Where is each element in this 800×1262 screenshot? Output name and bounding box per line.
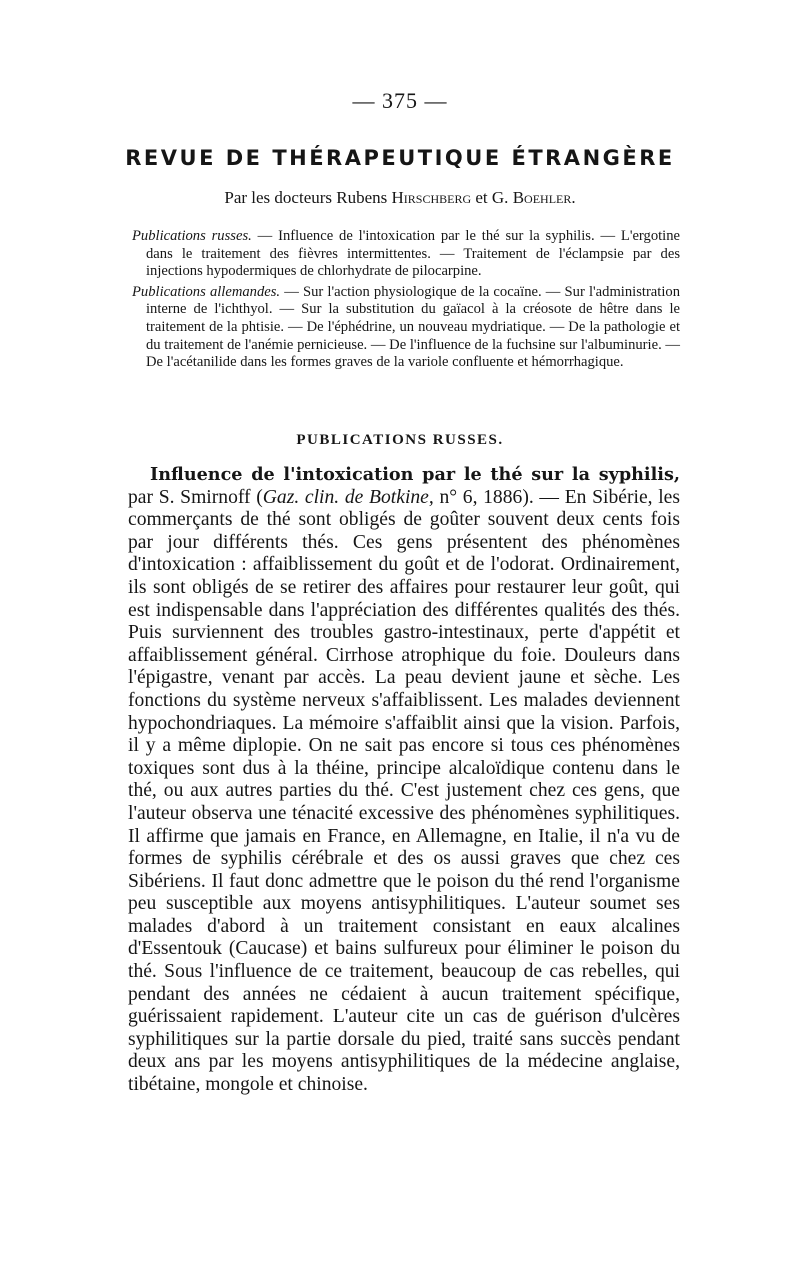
summary-russian-label: Publications russes. xyxy=(132,228,252,244)
page-number: — 375 — xyxy=(352,88,448,113)
section-title: PUBLICATIONS RUSSES. xyxy=(296,432,504,448)
article-text: En Sibérie, les commerçants de thé sont obligés de goûter souvent deux cents fois par jour différents thés. Ces gens présentent des phénomènes d'intoxication : affaiblissement du goût et de l'odorat. Ordinairement, ils sont obligés de se retirer des affaires pour restaurer leur goût, qui est indispensable dans l'appréciation des différentes qualités des thés. Puis surviennent des troubles gastro-intestinaux, perte d'appétit et affaiblissement général. Cirrhose atrophique du foie. Douleurs dans l'épigastre, venant par accès. La peau devient jaune et sèche. Les fonctions du système nerveux s'affaiblissent. Les malades deviennent hypochondriaques. La mémoire s'affaiblit ainsi que la vision. Parfois, il y a même diplopie. On ne sait pas encore si tous ces phénomènes toxiques sont dus à la théine, principe alcaloïdique contenu dans le thé, ou aux autres parties du thé. C'est justement chez ces gens, que l'auteur observa une ténacité excessive des phénomènes syphilitiques. Il affirme que jamais en France, en Allemagne, en Italie, il n'a vu de formes de syphilis cérébrale et des os aussi graves que chez ces Sibériens. Il faut donc admettre que le poison du thé rend l'organisme peu susceptible aux moyens antisyphilitiques. L'auteur soumet ses malades d'abord à un traitement consistant en eaux alcalines d'Essentouk (Caucase) et bains sulfureux pour éliminer le poison du thé. Sous l'influence de ce traitement, beaucoup de cas rebelles, qui pendant des années ne cédaient à aucun traitement spécifique, guérissaient rapidement. L'auteur cite un cas de guérison d'ulcères syphilitiques sur la partie dorsale du pied, traité sans succès pendant deux ans par les moyens antisyphilitiques de la médecine anglaise, tibétaine, mongole et chinoise. xyxy=(128,486,680,1096)
article-author: par S. Smirnoff ( xyxy=(128,486,263,508)
article-source: Gaz. clin. de Botkine, xyxy=(262,486,434,508)
summary-german-text: — Sur l'action physiologique de la cocaïne. — Sur l'administration interne de l'ichthyol. — Sur la substitution du gaïacol à la créosote de hêtre dans le traitement de la phtisie. — De l'éphédrine, un nouveau mydriatique. — De la pathologie et du traitement de l'anémie pernicieuse. — De l'influence de la fuchsine sur l'albuminurie. — De l'acétanilide dans les formes graves de la variole confluente et hémorrhagique. xyxy=(146,283,680,371)
summary-russian xyxy=(132,228,680,281)
article-lead: Influence de l'intoxication par le thé sur la syphilis, xyxy=(150,464,680,485)
journal-title: REVUE DE THÉRAPEUTIQUE ÉTRANGÈRE xyxy=(125,146,675,170)
article-paragraph xyxy=(128,464,680,1097)
byline-author-2: Boehler. xyxy=(512,188,576,207)
summary-german-label: Publications allemandes. xyxy=(132,283,281,300)
byline xyxy=(0,188,800,208)
table-of-contents-summary xyxy=(132,228,680,375)
byline-prefix: Par les docteurs Rubens xyxy=(224,188,392,207)
byline-author-1: Hirschberg xyxy=(391,188,472,207)
byline-middle: et G. xyxy=(471,188,513,207)
summary-german xyxy=(132,284,680,372)
article-body xyxy=(128,464,680,1097)
summary-russian-text: — Influence de l'intoxication par le thé sur la syphilis. — L'ergotine dans le traitement des fièvres intermittentes. — Traitement de l'éclampsie par des injections hypodermiques de chlorhydrate de pilocarpine. xyxy=(146,228,681,280)
article-source-rest: n° 6, 1886). — xyxy=(433,486,565,508)
